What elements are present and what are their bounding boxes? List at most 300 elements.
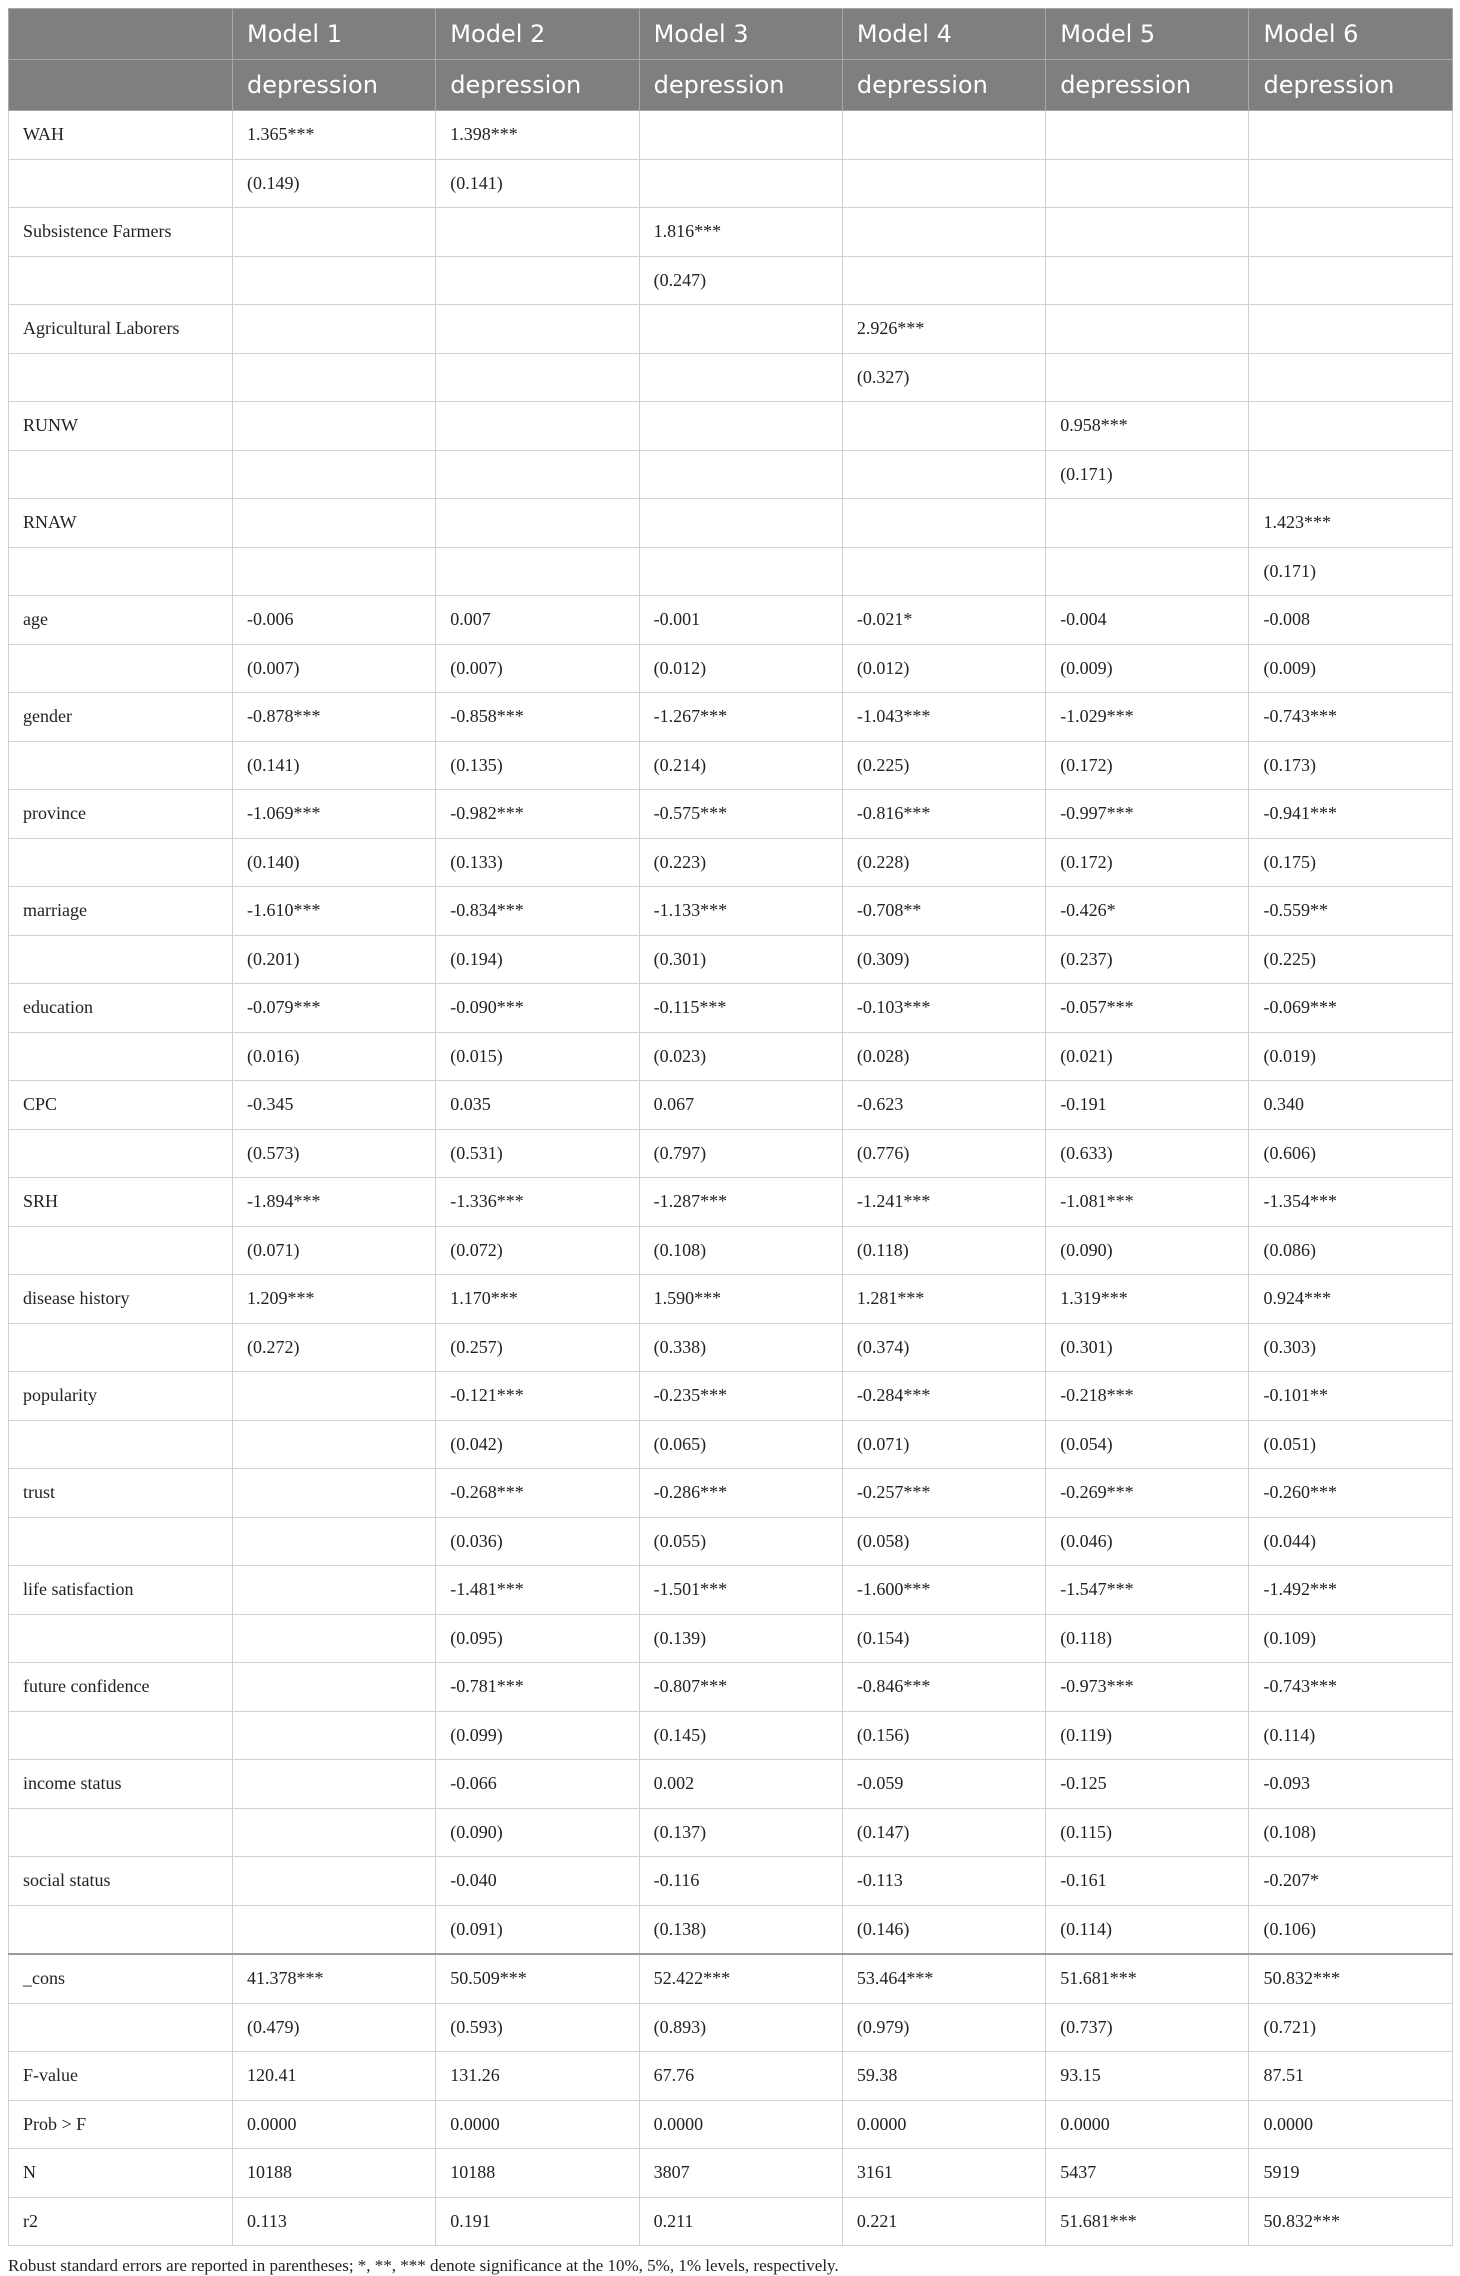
table-cell: (0.531) <box>436 1129 639 1178</box>
table-cell <box>233 256 436 305</box>
table-cell: -1.600*** <box>842 1566 1045 1615</box>
row-label <box>9 1420 233 1469</box>
table-cell <box>436 402 639 451</box>
table-cell <box>1046 208 1249 257</box>
table-cell: (0.156) <box>842 1711 1045 1760</box>
table-cell: -0.345 <box>233 1081 436 1130</box>
table-row <box>9 1129 1453 1178</box>
table-cell: (0.009) <box>1249 644 1452 693</box>
table-cell: (0.091) <box>436 1905 639 1954</box>
table-row <box>9 2197 1453 2246</box>
table-cell: (0.138) <box>639 1905 842 1954</box>
table-cell <box>233 1663 436 1712</box>
table-cell: 0.221 <box>842 2197 1045 2246</box>
table-cell: 3161 <box>842 2149 1045 2198</box>
table-cell: 87.51 <box>1249 2052 1452 2101</box>
header-model: Model 2 <box>436 9 639 60</box>
table-cell: (0.114) <box>1046 1905 1249 1954</box>
row-label: SRH <box>9 1178 233 1227</box>
table-row <box>9 1663 1453 1712</box>
table-cell: (0.225) <box>842 741 1045 790</box>
table-cell: -0.708** <box>842 887 1045 936</box>
table-cell: (0.593) <box>436 2003 639 2052</box>
table-cell: 10188 <box>436 2149 639 2198</box>
table-cell: 51.681*** <box>1046 1954 1249 2003</box>
table-cell <box>639 547 842 596</box>
table-cell: -0.834*** <box>436 887 639 936</box>
table-cell: -0.623 <box>842 1081 1045 1130</box>
table-cell: 131.26 <box>436 2052 639 2101</box>
table-cell: (0.141) <box>436 159 639 208</box>
table-cell <box>436 256 639 305</box>
table-cell: (0.028) <box>842 1032 1045 1081</box>
table-cell: (0.007) <box>233 644 436 693</box>
row-label <box>9 1032 233 1081</box>
header-corner <box>9 9 233 60</box>
table-cell: (0.065) <box>639 1420 842 1469</box>
table-row <box>9 935 1453 984</box>
table-cell: 50.509*** <box>436 1954 639 2003</box>
row-label: _cons <box>9 1954 233 2003</box>
table-cell: (0.257) <box>436 1323 639 1372</box>
row-label <box>9 1711 233 1760</box>
row-label: gender <box>9 693 233 742</box>
table-cell: -1.547*** <box>1046 1566 1249 1615</box>
table-row <box>9 2100 1453 2149</box>
header-dependent: depression <box>1046 60 1249 111</box>
table-row <box>9 111 1453 160</box>
table-cell: (0.172) <box>1046 838 1249 887</box>
table-row <box>9 1760 1453 1809</box>
table-cell: 0.113 <box>233 2197 436 2246</box>
table-cell: -0.257*** <box>842 1469 1045 1518</box>
table-cell: (0.009) <box>1046 644 1249 693</box>
table-cell: (0.115) <box>1046 1808 1249 1857</box>
table-row <box>9 596 1453 645</box>
header-row-models <box>9 9 1453 60</box>
table-cell: 0.007 <box>436 596 639 645</box>
table-row <box>9 1905 1453 1954</box>
row-label <box>9 935 233 984</box>
table-cell: -1.069*** <box>233 790 436 839</box>
table-cell <box>1249 353 1452 402</box>
table-cell: (0.338) <box>639 1323 842 1372</box>
table-row <box>9 353 1453 402</box>
table-cell: (0.303) <box>1249 1323 1452 1372</box>
table-cell: -0.004 <box>1046 596 1249 645</box>
table-row <box>9 402 1453 451</box>
table-cell: -0.116 <box>639 1857 842 1906</box>
table-cell: -0.997*** <box>1046 790 1249 839</box>
row-label: social status <box>9 1857 233 1906</box>
table-cell: -0.982*** <box>436 790 639 839</box>
table-cell: (0.173) <box>1249 741 1452 790</box>
table-cell: (0.145) <box>639 1711 842 1760</box>
table-cell: 5919 <box>1249 2149 1452 2198</box>
row-label: trust <box>9 1469 233 1518</box>
table-row <box>9 1711 1453 1760</box>
table-cell: (0.194) <box>436 935 639 984</box>
table-cell: 1.398*** <box>436 111 639 160</box>
table-cell: 1.423*** <box>1249 499 1452 548</box>
header-dependent: depression <box>639 60 842 111</box>
table-cell <box>436 208 639 257</box>
table-cell: 0.035 <box>436 1081 639 1130</box>
table-cell <box>639 450 842 499</box>
table-cell: -0.121*** <box>436 1372 639 1421</box>
table-cell <box>233 353 436 402</box>
table-cell: -0.973*** <box>1046 1663 1249 1712</box>
table-cell <box>233 1808 436 1857</box>
table-cell: -0.941*** <box>1249 790 1452 839</box>
table-cell <box>1249 159 1452 208</box>
header-model: Model 1 <box>233 9 436 60</box>
row-label: RUNW <box>9 402 233 451</box>
table-cell <box>233 499 436 548</box>
header-corner <box>9 60 233 111</box>
table-row <box>9 790 1453 839</box>
table-cell: 1.170*** <box>436 1275 639 1324</box>
table-cell <box>1249 450 1452 499</box>
table-cell: -0.426* <box>1046 887 1249 936</box>
table-cell: -0.858*** <box>436 693 639 742</box>
regression-table-container <box>8 8 1452 2276</box>
table-cell: 120.41 <box>233 2052 436 2101</box>
row-label <box>9 644 233 693</box>
table-cell: -0.269*** <box>1046 1469 1249 1518</box>
table-row <box>9 1469 1453 1518</box>
table-cell <box>436 450 639 499</box>
table-row <box>9 499 1453 548</box>
row-label: WAH <box>9 111 233 160</box>
table-cell: (0.019) <box>1249 1032 1452 1081</box>
row-label: Agricultural Laborers <box>9 305 233 354</box>
table-cell: (0.175) <box>1249 838 1452 887</box>
table-cell <box>1046 547 1249 596</box>
table-cell: (0.154) <box>842 1614 1045 1663</box>
table-cell: (0.309) <box>842 935 1045 984</box>
table-row <box>9 2052 1453 2101</box>
table-cell: (0.023) <box>639 1032 842 1081</box>
table-cell: -1.029*** <box>1046 693 1249 742</box>
row-label: age <box>9 596 233 645</box>
table-cell: -1.267*** <box>639 693 842 742</box>
table-cell: (0.109) <box>1249 1614 1452 1663</box>
table-cell: (0.272) <box>233 1323 436 1372</box>
table-cell: -0.079*** <box>233 984 436 1033</box>
table-cell: -0.268*** <box>436 1469 639 1518</box>
table-cell: -0.001 <box>639 596 842 645</box>
table-cell: 50.832*** <box>1249 2197 1452 2246</box>
table-cell: 0.0000 <box>233 2100 436 2149</box>
table-cell: -0.807*** <box>639 1663 842 1712</box>
row-label <box>9 547 233 596</box>
table-cell <box>233 1760 436 1809</box>
table-cell: (0.228) <box>842 838 1045 887</box>
table-cell <box>1249 305 1452 354</box>
table-cell <box>233 1711 436 1760</box>
table-cell: (0.137) <box>639 1808 842 1857</box>
table-cell <box>639 499 842 548</box>
table-cell: (0.479) <box>233 2003 436 2052</box>
table-row <box>9 547 1453 596</box>
row-label: CPC <box>9 1081 233 1130</box>
table-cell: 1.816*** <box>639 208 842 257</box>
row-label <box>9 353 233 402</box>
table-cell <box>233 450 436 499</box>
table-cell: -1.081*** <box>1046 1178 1249 1227</box>
table-cell: -0.284*** <box>842 1372 1045 1421</box>
table-cell: (0.979) <box>842 2003 1045 2052</box>
table-row <box>9 1517 1453 1566</box>
row-label <box>9 1905 233 1954</box>
table-cell <box>1046 353 1249 402</box>
row-label <box>9 256 233 305</box>
table-row <box>9 1323 1453 1372</box>
table-cell: -0.008 <box>1249 596 1452 645</box>
row-label <box>9 1323 233 1372</box>
header-dependent: depression <box>436 60 639 111</box>
table-cell: -1.894*** <box>233 1178 436 1227</box>
table-cell: -1.354*** <box>1249 1178 1452 1227</box>
row-label: RNAW <box>9 499 233 548</box>
table-cell: (0.007) <box>436 644 639 693</box>
row-label <box>9 2003 233 2052</box>
table-cell: 1.209*** <box>233 1275 436 1324</box>
table-cell <box>1046 159 1249 208</box>
table-cell: (0.140) <box>233 838 436 887</box>
table-cell: (0.090) <box>1046 1226 1249 1275</box>
table-cell: 0.191 <box>436 2197 639 2246</box>
table-cell <box>842 256 1045 305</box>
table-cell: 0.067 <box>639 1081 842 1130</box>
table-cell: (0.237) <box>1046 935 1249 984</box>
table-cell: -0.161 <box>1046 1857 1249 1906</box>
table-cell: -0.040 <box>436 1857 639 1906</box>
table-cell <box>842 402 1045 451</box>
row-label: popularity <box>9 1372 233 1421</box>
table-cell: -0.115*** <box>639 984 842 1033</box>
table-header <box>9 9 1453 111</box>
header-model: Model 3 <box>639 9 842 60</box>
table-cell: (0.893) <box>639 2003 842 2052</box>
regression-table <box>8 8 1453 2246</box>
table-row <box>9 644 1453 693</box>
table-cell: -0.816*** <box>842 790 1045 839</box>
table-row <box>9 208 1453 257</box>
table-cell: -0.069*** <box>1249 984 1452 1033</box>
table-cell: (0.141) <box>233 741 436 790</box>
table-row <box>9 1372 1453 1421</box>
table-cell: (0.171) <box>1249 547 1452 596</box>
table-cell: (0.090) <box>436 1808 639 1857</box>
table-cell: 0.958*** <box>1046 402 1249 451</box>
row-label <box>9 1129 233 1178</box>
table-cell: (0.573) <box>233 1129 436 1178</box>
header-model: Model 5 <box>1046 9 1249 60</box>
table-cell <box>436 353 639 402</box>
table-footnote: Robust standard errors are reported in parentheses; *, **, *** denote significance at the 10%, 5%, 1% levels, respectively. <box>8 2256 839 2275</box>
table-cell: (0.147) <box>842 1808 1045 1857</box>
table-cell: (0.071) <box>233 1226 436 1275</box>
table-cell <box>1046 256 1249 305</box>
table-cell: 1.319*** <box>1046 1275 1249 1324</box>
table-cell: (0.301) <box>639 935 842 984</box>
table-cell <box>1046 305 1249 354</box>
table-cell: (0.139) <box>639 1614 842 1663</box>
table-cell: 0.0000 <box>1249 2100 1452 2149</box>
table-cell: 1.590*** <box>639 1275 842 1324</box>
table-row <box>9 838 1453 887</box>
table-cell: (0.118) <box>842 1226 1045 1275</box>
table-cell <box>233 305 436 354</box>
table-cell: (0.071) <box>842 1420 1045 1469</box>
table-cell: -1.287*** <box>639 1178 842 1227</box>
table-cell: -0.781*** <box>436 1663 639 1712</box>
table-cell: 0.924*** <box>1249 1275 1452 1324</box>
table-cell: -0.057*** <box>1046 984 1249 1033</box>
table-cell: (0.055) <box>639 1517 842 1566</box>
table-cell: (0.776) <box>842 1129 1045 1178</box>
table-cell: -0.235*** <box>639 1372 842 1421</box>
table-body <box>9 111 1453 2246</box>
table-cell: 5437 <box>1046 2149 1249 2198</box>
table-cell: -0.066 <box>436 1760 639 1809</box>
table-cell <box>842 450 1045 499</box>
table-cell <box>842 499 1045 548</box>
table-cell: 0.340 <box>1249 1081 1452 1130</box>
table-cell: (0.012) <box>639 644 842 693</box>
table-cell <box>436 547 639 596</box>
table-cell: 53.464*** <box>842 1954 1045 2003</box>
table-cell <box>639 111 842 160</box>
table-cell: (0.327) <box>842 353 1045 402</box>
header-row-dependent <box>9 60 1453 111</box>
table-cell: (0.046) <box>1046 1517 1249 1566</box>
table-cell: -1.492*** <box>1249 1566 1452 1615</box>
table-row <box>9 256 1453 305</box>
table-cell <box>842 159 1045 208</box>
table-cell <box>639 159 842 208</box>
table-cell: (0.072) <box>436 1226 639 1275</box>
row-label <box>9 159 233 208</box>
table-cell: -0.103*** <box>842 984 1045 1033</box>
table-cell: -0.059 <box>842 1760 1045 1809</box>
table-cell: -1.133*** <box>639 887 842 936</box>
table-cell <box>436 499 639 548</box>
header-dependent: depression <box>233 60 436 111</box>
table-cell: (0.012) <box>842 644 1045 693</box>
table-cell: -0.021* <box>842 596 1045 645</box>
table-cell: -0.286*** <box>639 1469 842 1518</box>
table-cell: -0.113 <box>842 1857 1045 1906</box>
row-label: marriage <box>9 887 233 936</box>
row-label: province <box>9 790 233 839</box>
table-cell <box>842 547 1045 596</box>
table-row <box>9 159 1453 208</box>
table-cell: -0.101** <box>1249 1372 1452 1421</box>
table-cell: 1.365*** <box>233 111 436 160</box>
row-label <box>9 741 233 790</box>
table-cell: (0.058) <box>842 1517 1045 1566</box>
table-cell: (0.133) <box>436 838 639 887</box>
table-cell: -0.125 <box>1046 1760 1249 1809</box>
table-row <box>9 1226 1453 1275</box>
table-cell: 3807 <box>639 2149 842 2198</box>
table-cell: 67.76 <box>639 2052 842 2101</box>
table-cell: (0.119) <box>1046 1711 1249 1760</box>
table-cell: (0.044) <box>1249 1517 1452 1566</box>
table-cell: -0.743*** <box>1249 693 1452 742</box>
table-cell: (0.149) <box>233 159 436 208</box>
row-label: r2 <box>9 2197 233 2246</box>
table-cell: (0.016) <box>233 1032 436 1081</box>
table-cell: (0.374) <box>842 1323 1045 1372</box>
table-cell <box>233 1517 436 1566</box>
table-cell: (0.108) <box>1249 1808 1452 1857</box>
table-row <box>9 693 1453 742</box>
row-label: disease history <box>9 1275 233 1324</box>
table-cell: (0.146) <box>842 1905 1045 1954</box>
table-cell <box>1249 111 1452 160</box>
table-cell <box>233 1372 436 1421</box>
table-cell: (0.606) <box>1249 1129 1452 1178</box>
header-model: Model 4 <box>842 9 1045 60</box>
table-cell: 0.0000 <box>842 2100 1045 2149</box>
table-cell: (0.633) <box>1046 1129 1249 1178</box>
table-row <box>9 1275 1453 1324</box>
table-cell: (0.106) <box>1249 1905 1452 1954</box>
row-label: F-value <box>9 2052 233 2101</box>
table-row <box>9 2003 1453 2052</box>
table-cell <box>233 1420 436 1469</box>
table-cell <box>233 1566 436 1615</box>
row-label: life satisfaction <box>9 1566 233 1615</box>
table-cell <box>639 353 842 402</box>
table-cell: -1.501*** <box>639 1566 842 1615</box>
row-label: income status <box>9 1760 233 1809</box>
table-cell: -0.090*** <box>436 984 639 1033</box>
table-cell: (0.223) <box>639 838 842 887</box>
row-label: future confidence <box>9 1663 233 1712</box>
table-cell: (0.135) <box>436 741 639 790</box>
table-cell: -0.743*** <box>1249 1663 1452 1712</box>
table-row <box>9 305 1453 354</box>
row-label <box>9 1226 233 1275</box>
table-cell: -0.207* <box>1249 1857 1452 1906</box>
table-cell: 0.211 <box>639 2197 842 2246</box>
table-cell: (0.247) <box>639 256 842 305</box>
table-cell: -0.846*** <box>842 1663 1045 1712</box>
row-label <box>9 450 233 499</box>
table-cell: -0.575*** <box>639 790 842 839</box>
table-cell: -1.241*** <box>842 1178 1045 1227</box>
table-cell <box>639 305 842 354</box>
table-cell <box>233 1469 436 1518</box>
table-cell: 50.832*** <box>1249 1954 1452 2003</box>
table-cell: (0.095) <box>436 1614 639 1663</box>
table-cell: (0.021) <box>1046 1032 1249 1081</box>
table-cell: (0.015) <box>436 1032 639 1081</box>
table-row <box>9 1178 1453 1227</box>
table-cell: -1.610*** <box>233 887 436 936</box>
row-label: N <box>9 2149 233 2198</box>
row-label: Subsistence Farmers <box>9 208 233 257</box>
table-cell <box>1249 402 1452 451</box>
table-cell <box>233 1905 436 1954</box>
table-cell <box>842 208 1045 257</box>
table-cell: (0.172) <box>1046 741 1249 790</box>
